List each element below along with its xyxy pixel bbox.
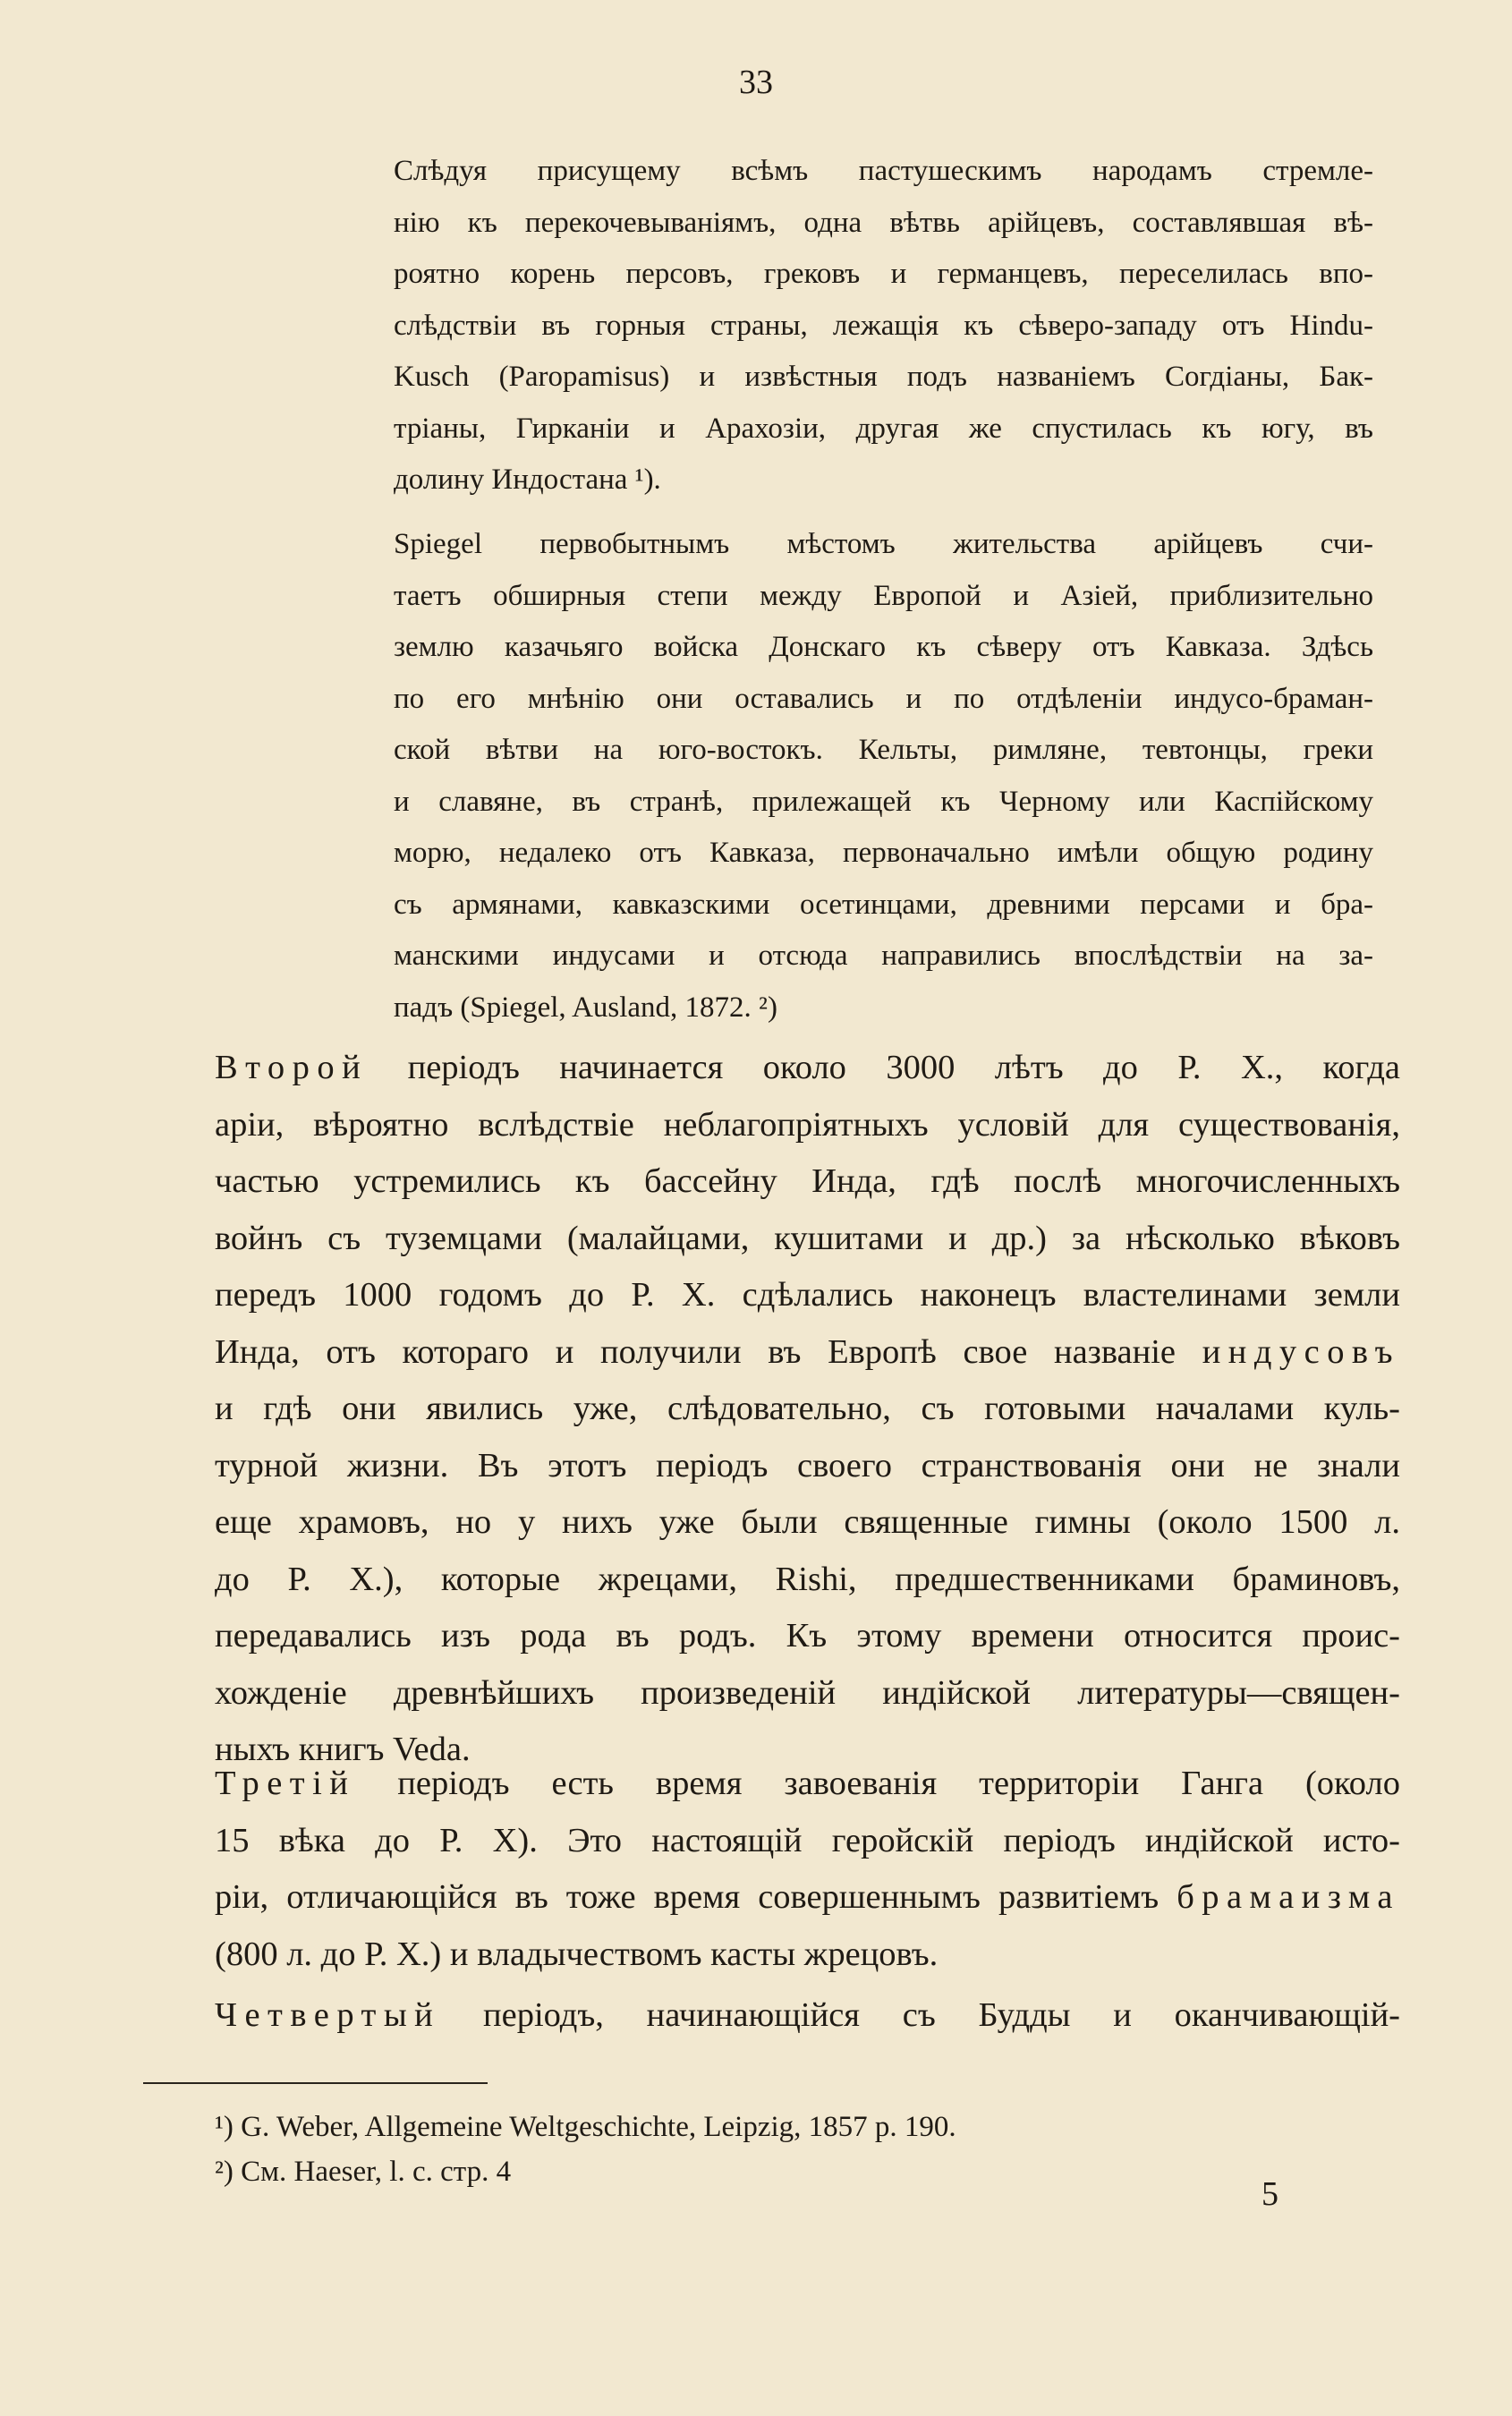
paragraph-fourth-period (215, 1987, 1400, 2045)
signature-mark: 5 (1261, 2175, 1278, 2213)
text-line: съ армянами, кавказскими осетинцами, древними персами и бра- (394, 888, 1373, 921)
text-line: и гдѣ они явились уже, слѣдовательно, съ готовыми началами куль- (215, 1390, 1400, 1427)
text-line: и славяне, въ странѣ, прилежащей къ Черному или Каспійскому (394, 785, 1373, 818)
text-line: турной жизни. Въ этотъ періодъ своего странствованія они не знали (215, 1446, 1400, 1484)
text-line: ныхъ книгъ Veda. (215, 1731, 471, 1768)
text-line: землю казачьяго войска Донскаго къ сѣверу отъ Кавказа. Здѣсь (394, 631, 1373, 663)
text-line: Spiegel первобытнымъ мѣстомъ жительства арійцевъ счи- (394, 528, 1373, 560)
text-line: аріи, вѣроятно вслѣдствіе неблагопріятныхъ условій для существованія, (215, 1105, 1400, 1144)
text-line: нію къ перекочевываніямъ, одна вѣтвь арійцевъ, составлявшая вѣ- (394, 206, 1373, 239)
text-line: 15 вѣка до Р. Х). Это настоящій геройскій періодъ индійской исто- (215, 1821, 1400, 1859)
paragraph-third-period (215, 1756, 1400, 1983)
text-line: таетъ обширныя степи между Европой и Азіей, приблизительно (394, 579, 1373, 612)
text-line: манскими индусами и отсюда направились впослѣдствіи на за- (394, 940, 1373, 972)
text-line: войнъ съ туземцами (малайцами, кушитами и др.) за нѣсколько вѣковъ (215, 1219, 1400, 1257)
text-line: до Р. Х.), которые жрецами, Rishi, предшественниками браминовъ, (215, 1560, 1400, 1598)
period-heading: Четвертый (215, 1996, 441, 2034)
text-line: роятно корень персовъ, грековъ и германцевъ, переселилась впо- (394, 258, 1373, 290)
emphasized-term: индусовъ (1202, 1332, 1400, 1371)
text-line: хожденіе древнѣйшихъ произведеній индійской литературы—священ- (215, 1673, 1400, 1712)
page-number: 33 (739, 64, 773, 101)
period-heading: Второй (215, 1049, 369, 1086)
text-line: слѣдствіи въ горныя страны, лежащія къ сѣверо-западу отъ Hindu- (394, 309, 1373, 342)
text-line: падъ (Spiegel, Ausland, 1872. ²) (394, 991, 777, 1024)
period-heading: Третій (215, 1765, 356, 1802)
text-line: ріи, отличающійся въ тоже время совершеннымъ развитіемъ брамаизма (215, 1878, 1400, 1916)
text-line: передавались изъ рода въ родъ. Къ этому времени относится проис- (215, 1617, 1400, 1655)
text-line: Kusch (Paropamisus) и извѣстныя подъ названіемъ Согдіаны, Бак- (394, 361, 1373, 393)
text-line: по его мнѣнію они оставались и по отдѣленіи индусо-браман- (394, 682, 1373, 715)
paragraph-aryan-migration (394, 146, 1373, 506)
text-line: (800 л. до Р. Х.) и владычествомъ касты жрецовъ. (215, 1935, 939, 1973)
footnote-2: ²) См. Haeser, l. c. стр. 4 (215, 2156, 512, 2188)
text-line: еще храмовъ, но у нихъ уже были священные гимны (около 1500 л. (215, 1503, 1400, 1541)
text-line: частью устремились къ бассейну Инда, гдѣ послѣ многочисленныхъ (215, 1162, 1400, 1200)
footnote-1: ¹) G. Weber, Allgemeine Weltgeschichte, Leipzig, 1857 p. 190. (215, 2111, 956, 2143)
text-line: Инда, отъ котораго и получили въ Европѣ свое названіе индусовъ (215, 1332, 1400, 1371)
footnotes (215, 2105, 1288, 2194)
text-line: Третій періодъ есть время завоеванія территоріи Ганга (около (215, 1765, 1400, 1802)
paragraph-spiegel (394, 519, 1373, 1034)
text-line: ской вѣтви на юго-востокъ. Кельты, римляне, тевтонцы, греки (394, 734, 1373, 766)
text-line: передъ 1000 годомъ до Р. Х. сдѣлались наконецъ властелинами земли (215, 1276, 1400, 1314)
text-line: Четвертый періодъ, начинающійся съ Будды и оканчивающій- (215, 1996, 1400, 2034)
text-line: тріаны, Гирканіи и Арахозіи, другая же спустилась къ югу, въ (394, 412, 1373, 445)
paragraph-second-period (215, 1040, 1400, 1779)
footnote-divider (143, 2082, 488, 2084)
text-line: морю, недалеко отъ Кавказа, первоначально имѣли общую родину (394, 837, 1373, 869)
emphasized-term: брамаизма (1176, 1878, 1400, 1916)
text-line: Слѣдуя присущему всѣмъ пастушескимъ народамъ стремле- (394, 155, 1373, 187)
text-line: Второй періодъ начинается около 3000 лѣтъ до Р. Х., когда (215, 1049, 1400, 1086)
text-line: долину Индостана ¹). (394, 464, 661, 496)
